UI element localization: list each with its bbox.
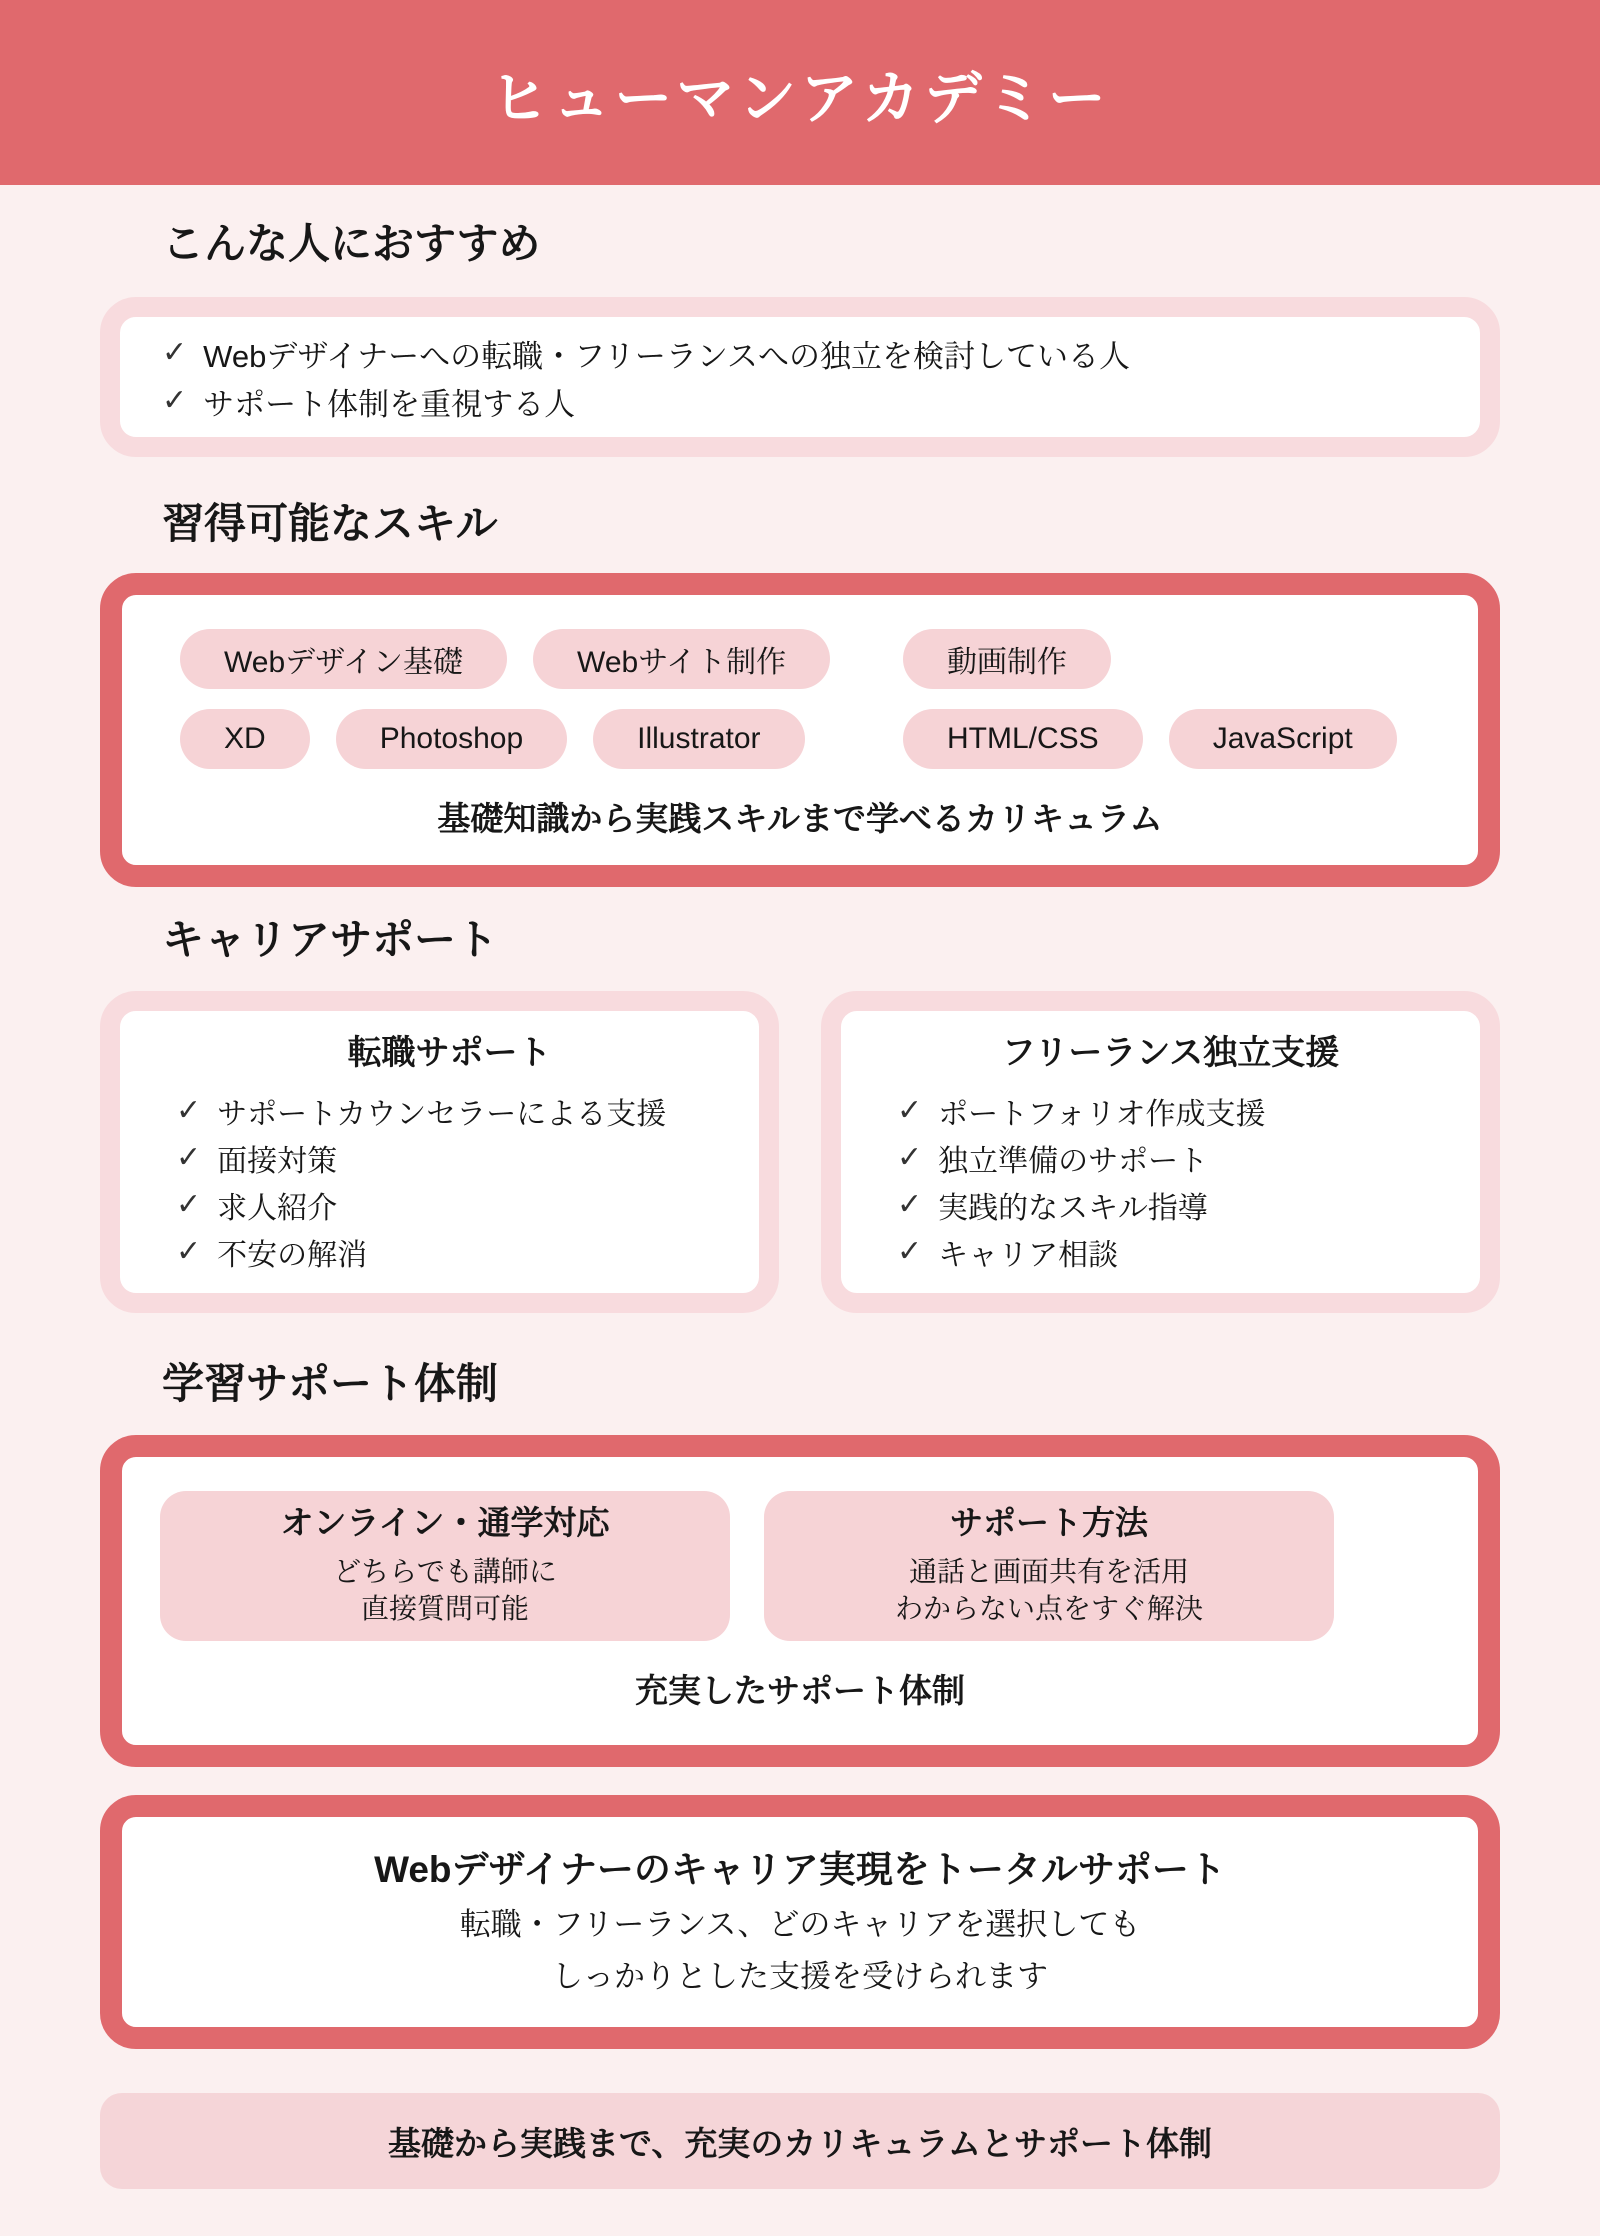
check-icon: ✓ — [176, 1140, 202, 1174]
section-title-career: キャリアサポート — [162, 916, 499, 963]
list-item-text: 実践的なスキル指導 — [938, 1191, 1208, 1225]
list-item — [162, 329, 1438, 377]
skills-card — [100, 573, 1500, 887]
career-cards-row — [100, 991, 1500, 1313]
recommend-card — [100, 297, 1500, 457]
skill-pill: XD — [180, 709, 310, 769]
list-item — [897, 1181, 1444, 1228]
page-header — [0, 0, 1600, 185]
page-title: ヒューマンアカデミー — [490, 65, 1110, 131]
skill-pill: Photoshop — [336, 709, 567, 769]
check-icon: ✓ — [897, 1187, 923, 1221]
list-item — [162, 377, 1438, 425]
skills-row-1 — [158, 629, 1442, 689]
check-icon: ✓ — [176, 1187, 202, 1221]
list-item — [176, 1134, 723, 1181]
list-item-text: サポートカウンセラーによる支援 — [217, 1097, 667, 1131]
total-support-line: 転職・フリーランス、どのキャリアを選択しても — [459, 1907, 1141, 1942]
check-icon: ✓ — [162, 384, 188, 417]
list-item-text: 求人紹介 — [217, 1191, 338, 1225]
list-item — [176, 1181, 723, 1228]
section-title-learning: 学習サポート体制 — [162, 1360, 499, 1407]
skill-pill: 動画制作 — [903, 629, 1111, 689]
section-title-recommend: こんな人におすすめ — [162, 220, 541, 267]
info-box-support-method — [764, 1491, 1334, 1641]
skill-pill: Webサイト制作 — [533, 629, 830, 689]
card-title: フリーランス独立支援 — [1001, 1034, 1340, 1072]
total-support-card — [100, 1795, 1500, 2049]
list-item — [897, 1087, 1444, 1134]
list-item-text: サポート体制を重視する人 — [203, 386, 576, 422]
skill-pill: JavaScript — [1169, 709, 1397, 769]
check-icon: ✓ — [176, 1234, 202, 1268]
check-icon: ✓ — [176, 1093, 202, 1127]
list-item-text: Webデザイナーへの転職・フリーランスへの独立を検討している人 — [203, 338, 1130, 374]
skill-pill: Webデザイン基礎 — [180, 629, 507, 689]
total-support-line: しっかりとした支援を受けられます — [552, 1959, 1048, 1994]
list-item — [897, 1228, 1444, 1275]
skills-caption: 基礎知識から実践スキルまで学べるカリキュラム — [437, 800, 1163, 837]
learning-boxes-row — [158, 1491, 1442, 1641]
skill-pill: HTML/CSS — [903, 709, 1143, 769]
card-title: 転職サポート — [347, 1034, 552, 1072]
info-box-line: 通話と画面共有を活用 — [908, 1556, 1189, 1587]
total-support-title: Webデザイナーのキャリア実現をトータルサポート — [374, 1849, 1226, 1890]
list-item — [897, 1134, 1444, 1181]
learning-caption: 充実したサポート体制 — [635, 1672, 965, 1709]
info-box-title: サポート方法 — [950, 1504, 1148, 1541]
info-box-line: どちらでも講師に — [333, 1556, 557, 1587]
info-box-online — [160, 1491, 730, 1641]
check-icon: ✓ — [897, 1234, 923, 1268]
skills-row-1-right-group — [903, 629, 1111, 689]
list-item — [176, 1228, 723, 1275]
info-box-title: オンライン・通学対応 — [280, 1504, 610, 1541]
list-item-text: 面接対策 — [217, 1144, 338, 1178]
career-card-tenshoku — [100, 991, 779, 1313]
footer-banner-text: 基礎から実践まで、充実のカリキュラムとサポート体制 — [387, 2124, 1212, 2162]
career-card-freelance — [821, 991, 1500, 1313]
skills-row-2-right-group — [903, 709, 1397, 769]
footer-banner — [100, 2093, 1500, 2189]
info-box-line: わからない点をすぐ解決 — [894, 1593, 1203, 1624]
list-item-text: 不安の解消 — [217, 1238, 368, 1272]
skills-row-2 — [158, 709, 1442, 769]
skill-pill: Illustrator — [593, 709, 804, 769]
check-icon: ✓ — [897, 1140, 923, 1174]
list-item-text: 独立準備のサポート — [938, 1144, 1209, 1178]
check-icon: ✓ — [897, 1093, 923, 1127]
list-item — [176, 1087, 723, 1134]
learning-support-card — [100, 1435, 1500, 1767]
content-column — [100, 221, 1500, 2189]
check-icon: ✓ — [162, 336, 188, 369]
section-title-skills: 習得可能なスキル — [162, 500, 498, 547]
info-box-line: 直接質問可能 — [360, 1593, 529, 1624]
list-item-text: ポートフォリオ作成支援 — [938, 1097, 1266, 1131]
list-item-text: キャリア相談 — [938, 1238, 1119, 1272]
